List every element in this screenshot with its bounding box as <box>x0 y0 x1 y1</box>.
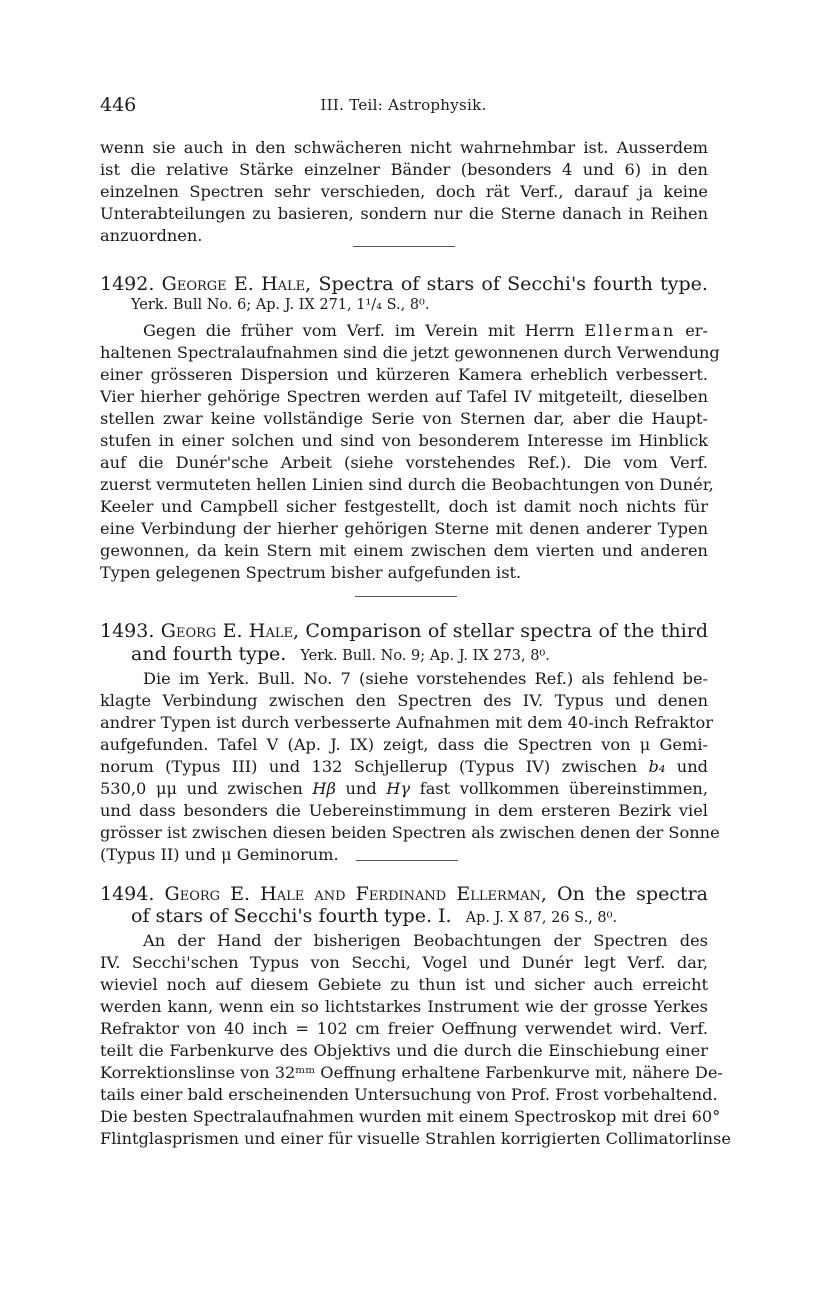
text-line: Refraktor von 40 inch = 102 cm freier Oeffnung verwendet wird. Verf. <box>100 1019 708 1038</box>
entry-title: Comparison of stellar spectra of the third <box>305 620 708 642</box>
text-line: teilt die Farbenkurve des Objektivs und die durch die Einschiebung einer <box>100 1041 708 1060</box>
entry-heading-1494 <box>100 882 708 906</box>
text-line <box>100 756 708 778</box>
text-line: andrer Typen ist durch verbesserte Aufnahmen mit dem 40-inch Refraktor <box>100 713 713 732</box>
entry-author: Georg E. Hale and Ferdinand Ellerman, <box>164 883 547 905</box>
text-line: stufen in einer solchen und sind von besonderem Interesse im Hinblick <box>100 431 708 450</box>
text-line: anzuordnen. <box>100 226 203 245</box>
symbol-b4: b₄ <box>648 757 666 776</box>
entry-title-continued <box>131 642 550 668</box>
text-line: einer grösseren Dispersion und kürzeren Kamera erheblich verbessert. <box>100 365 708 384</box>
entry-author: George E. Hale, <box>161 273 312 295</box>
text-line: An der Hand der bisherigen Beobachtungen der Spectren des <box>143 931 708 950</box>
text-line: Vier hierher gehörige Spectren werden auf Tafel IV mitgeteilt, dieselben <box>100 387 708 406</box>
text-line: Flintglasprismen und einer für visuelle Strahlen korrigierten Collimatorlinse <box>100 1129 731 1148</box>
text-line: Die besten Spectralaufnahmen wurden mit einem Spectroskop mit drei 60° <box>100 1107 721 1126</box>
text-line: gewonnen, da kein Stern mit einem zwischen dem vierten und anderen <box>100 541 708 560</box>
text-line: Korrektionslinse von 32ᵐᵐ Oeffnung erhaltene Farbenkurve mit, nähere De- <box>100 1063 723 1082</box>
text-line: haltenen Spectralaufnahmen sind die jetzt gewonnenen durch Verwendung <box>100 343 720 362</box>
text-line: stellen zwar keine vollständige Serie von Sternen dar, aber die Haupt- <box>100 409 708 428</box>
text-line <box>143 320 708 342</box>
entry-citation: Yerk. Bull No. 6; Ap. J. IX 271, 1¹/₄ S., 8⁰. <box>131 297 430 313</box>
symbol-h-beta: Hβ <box>312 779 336 798</box>
running-title: III. Teil: Astrophysik. <box>320 96 487 114</box>
entry-heading-1493 <box>100 619 708 643</box>
text-line: Typen gelegenen Spectrum bisher aufgefunden ist. <box>100 563 522 582</box>
entry-title: of stars of Secchi's fourth type. I. <box>131 905 452 927</box>
text-line: zuerst vermuteten hellen Linien sind durch die Beobachtungen von Dunér, <box>100 475 714 494</box>
text-line: einzelnen Spectren sehr verschieden, doch rät Verf., darauf ja keine <box>100 182 708 201</box>
text-fragment: und <box>345 779 377 798</box>
text-line: Keeler und Campbell sicher festgestellt, doch ist damit noch nichts für <box>100 497 708 516</box>
text-line: klagte Verbindung zwischen den Spectren des IV. Typus und denen <box>100 691 708 710</box>
text-line: eine Verbindung der hierher gehörigen Sterne mit denen anderer Typen <box>100 519 708 538</box>
entry-heading-1492 <box>100 272 708 296</box>
spaced-name: Ellerman <box>584 321 676 340</box>
entry-number: 1494. <box>100 883 155 905</box>
text-line <box>100 778 708 800</box>
text-line: ist die relative Stärke einzelner Bänder (besonders 4 und 6) in den <box>100 160 708 179</box>
text-fragment: norum (Typus III) und 132 Schjellerup (Typus IV) zwischen <box>100 757 637 776</box>
text-line: grösser ist zwischen diesen beiden Spectren als zwischen denen der Sonne <box>100 823 720 842</box>
section-divider <box>356 860 458 861</box>
text-line: wenn sie auch in den schwächeren nicht wahrnehmbar ist. Ausserdem <box>100 138 708 157</box>
text-line: aufgefunden. Tafel V (Ap. J. IX) zeigt, dass die Spectren von μ Gemi- <box>100 735 708 754</box>
text-line: auf die Dunér'sche Arbeit (siehe vorstehendes Ref.). Die vom Verf. <box>100 453 708 472</box>
text-fragment: er- <box>685 321 708 340</box>
entry-author: Georg E. Hale, <box>160 620 300 642</box>
entry-number: 1493. <box>100 620 155 642</box>
page-header <box>100 94 707 118</box>
text-line: Die im Yerk. Bull. No. 7 (siehe vorstehendes Ref.) als fehlend be- <box>143 669 708 688</box>
entry-title: On the spectra <box>557 883 708 905</box>
text-fragment: und <box>676 757 708 776</box>
text-fragment: 530,0 μμ und zwischen <box>100 779 303 798</box>
text-line: werden kann, wenn ein so lichtstarkes Instrument wie der grosse Yerkes <box>100 997 708 1016</box>
text-fragment: fast vollkommen übereinstimmen, <box>419 779 708 798</box>
text-line: (Typus II) und μ Geminorum. <box>100 845 339 864</box>
entry-citation: Ap. J. X 87, 26 S., 8⁰. <box>465 910 618 926</box>
entry-number: 1492. <box>100 273 155 295</box>
page-number: 446 <box>100 94 137 116</box>
text-line: Unterabteilungen zu basieren, sondern nur die Sterne danach in Reihen <box>100 204 708 223</box>
text-line: und dass besonders die Uebereinstimmung in dem ersteren Bezirk viel <box>100 801 708 820</box>
symbol-h-gamma: Hγ <box>386 779 411 798</box>
entry-title: Spectra of stars of Secchi's fourth type. <box>318 273 708 295</box>
entry-title: and fourth type. <box>131 643 287 665</box>
text-line: tails einer bald erscheinenden Untersuchung von Prof. Frost vorbehaltend. <box>100 1085 718 1104</box>
entry-citation: Yerk. Bull. No. 9; Ap. J. IX 273, 8⁰. <box>300 648 550 664</box>
text-line: IV. Secchi'schen Typus von Secchi, Vogel und Dunér legt Verf. dar, <box>100 953 708 972</box>
text-fragment: Gegen die früher vom Verf. im Verein mit Herrn <box>143 321 575 340</box>
text-line: wieviel noch auf diesem Gebiete zu thun ist und sicher auch erreicht <box>100 975 708 994</box>
entry-title-continued <box>131 904 617 930</box>
section-divider <box>355 596 457 597</box>
section-divider <box>353 246 455 247</box>
